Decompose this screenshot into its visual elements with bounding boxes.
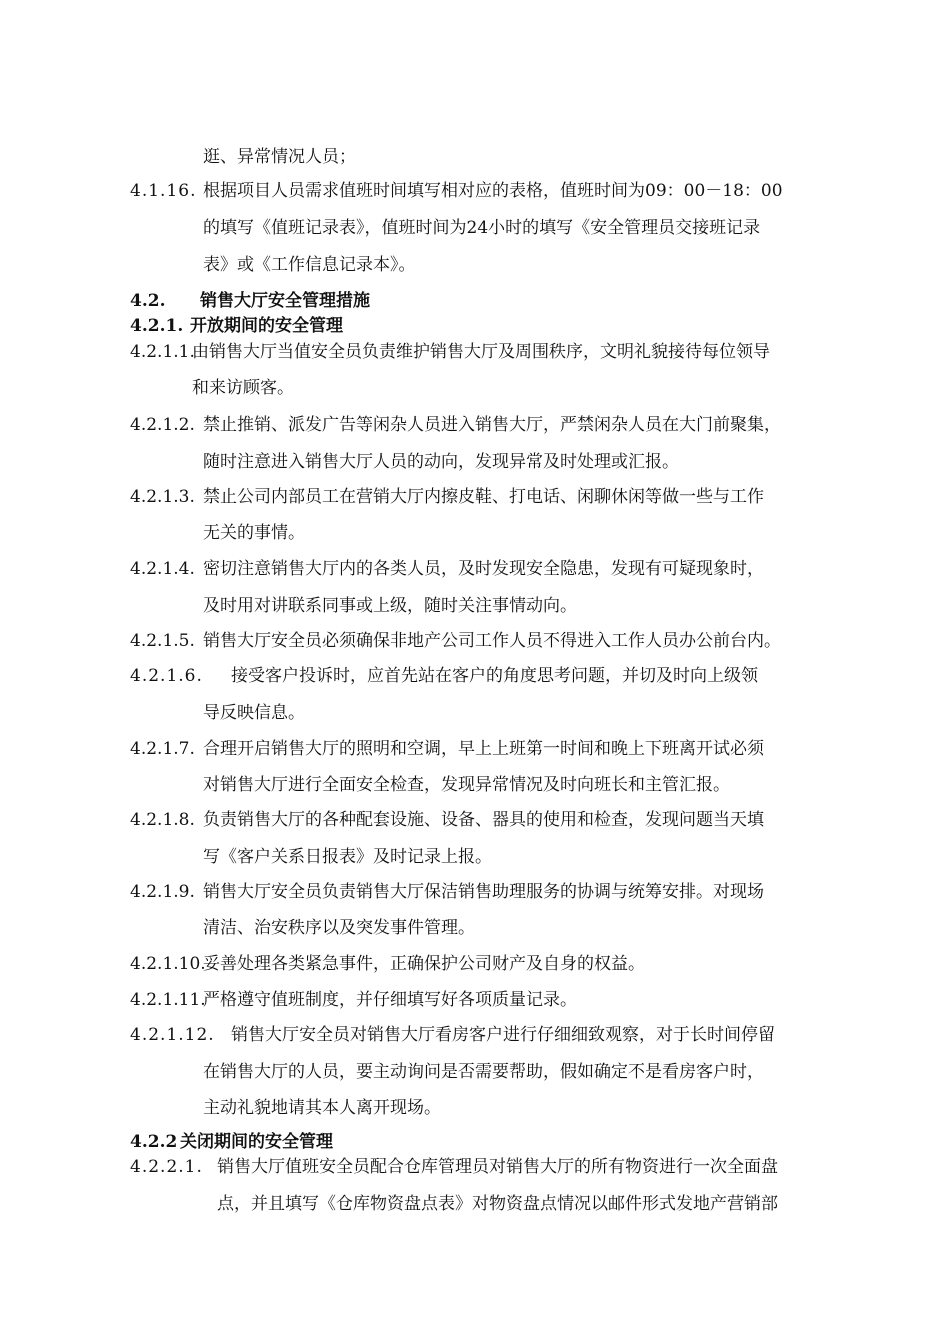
paragraph-line: 导反映信息。	[203, 703, 305, 723]
subsection-number: 4.2.2	[130, 1132, 178, 1152]
paragraph-line: 对销售大厅进行全面安全检查，发现异常情况及时向班长和主管汇报。	[203, 775, 730, 795]
subsection-number: 4.2.1.	[130, 316, 184, 336]
paragraph-line: 负责销售大厅的各种配套设施、设备、器具的使用和检查，发现问题当天填	[203, 810, 764, 830]
section-heading: 销售大厅安全管理措施	[200, 291, 370, 311]
paragraph-line: 的填写《值班记录表》，值班时间为24小时的填写《安全管理员交接班记录	[203, 218, 761, 238]
item-number: 4.2.1.2.	[130, 415, 195, 435]
paragraph-line: 表》或《工作信息记录本》。	[203, 255, 416, 275]
paragraph-line: 销售大厅安全员负责销售大厅保洁销售助理服务的协调与统筹安排。对现场	[203, 882, 764, 902]
paragraph-line: 根据项目人员需求值班时间填写相对应的表格，值班时间为09：00－18：00	[203, 181, 783, 201]
paragraph-line: 写《客户关系日报表》及时记录上报。	[203, 847, 492, 867]
item-number: 4.2.1.7.	[130, 739, 195, 759]
paragraph-line: 严格遵守值班制度，并仔细填写好各项质量记录。	[203, 990, 577, 1010]
item-number: 4.2.1.9.	[130, 882, 195, 902]
item-number: 4.2.2.1.	[130, 1157, 203, 1177]
paragraph-line: 由销售大厅当值安全员负责维护销售大厅及周围秩序，文明礼貌接待每位领导	[192, 342, 770, 362]
item-number: 4.2.1.10.	[130, 954, 206, 974]
section-number: 4.2.	[130, 291, 166, 311]
paragraph-line: 销售大厅值班安全员配合仓库管理员对销售大厅的所有物资进行一次全面盘	[217, 1157, 778, 1177]
paragraph-line: 及时用对讲联系同事或上级，随时关注事情动向。	[203, 596, 577, 616]
item-number: 4.2.1.3.	[130, 487, 195, 507]
item-number: 4.2.1.6.	[130, 666, 203, 686]
paragraph-line: 禁止推销、派发广告等闲杂人员进入销售大厅，严禁闲杂人员在大门前聚集，	[203, 415, 781, 435]
item-number: 4.2.1.5.	[130, 631, 195, 651]
item-number: 4.1.16.	[130, 181, 197, 201]
paragraph-line: 点，并且填写《仓库物资盘点表》对物资盘点情况以邮件形式发地产营销部	[217, 1194, 778, 1214]
paragraph-line: 合理开启销售大厅的照明和空调，早上上班第一时间和晚上下班离开试必须	[203, 739, 764, 759]
paragraph-line: 随时注意进入销售大厅人员的动向，发现异常及时处理或汇报。	[203, 452, 679, 472]
paragraph-line: 在销售大厅的人员，要主动询问是否需要帮助，假如确定不是看房客户时，	[203, 1062, 764, 1082]
paragraph-line: 妥善处理各类紧急事件，正确保护公司财产及自身的权益。	[203, 954, 645, 974]
paragraph-line: 销售大厅安全员对销售大厅看房客户进行仔细细致观察，对于长时间停留	[231, 1025, 775, 1045]
paragraph-line: 密切注意销售大厅内的各类人员，及时发现安全隐患，发现有可疑现象时，	[203, 559, 764, 579]
item-number: 4.2.1.12.	[130, 1025, 215, 1045]
item-number: 4.2.1.1.	[130, 342, 195, 362]
paragraph-line: 接受客户投诉时，应首先站在客户的角度思考问题，并切及时向上级领	[231, 666, 758, 686]
item-number: 4.2.1.11.	[130, 990, 206, 1010]
paragraph-line: 主动礼貌地请其本人离开现场。	[203, 1098, 441, 1118]
paragraph-line: 清洁、治安秩序以及突发事件管理。	[203, 918, 475, 938]
paragraph-line: 和来访顾客。	[192, 378, 294, 398]
subsection-heading: 开放期间的安全管理	[190, 316, 343, 336]
subsection-heading: 关闭期间的安全管理	[180, 1132, 333, 1152]
paragraph-line: 销售大厅安全员必须确保非地产公司工作人员不得进入工作人员办公前台内。	[203, 631, 781, 651]
paragraph-line: 逛、异常情况人员；	[203, 147, 356, 167]
item-number: 4.2.1.4.	[130, 559, 195, 579]
paragraph-line: 禁止公司内部员工在营销大厅内擦皮鞋、打电话、闲聊休闲等做一些与工作	[203, 487, 764, 507]
item-number: 4.2.1.8.	[130, 810, 195, 830]
paragraph-line: 无关的事情。	[203, 523, 305, 543]
